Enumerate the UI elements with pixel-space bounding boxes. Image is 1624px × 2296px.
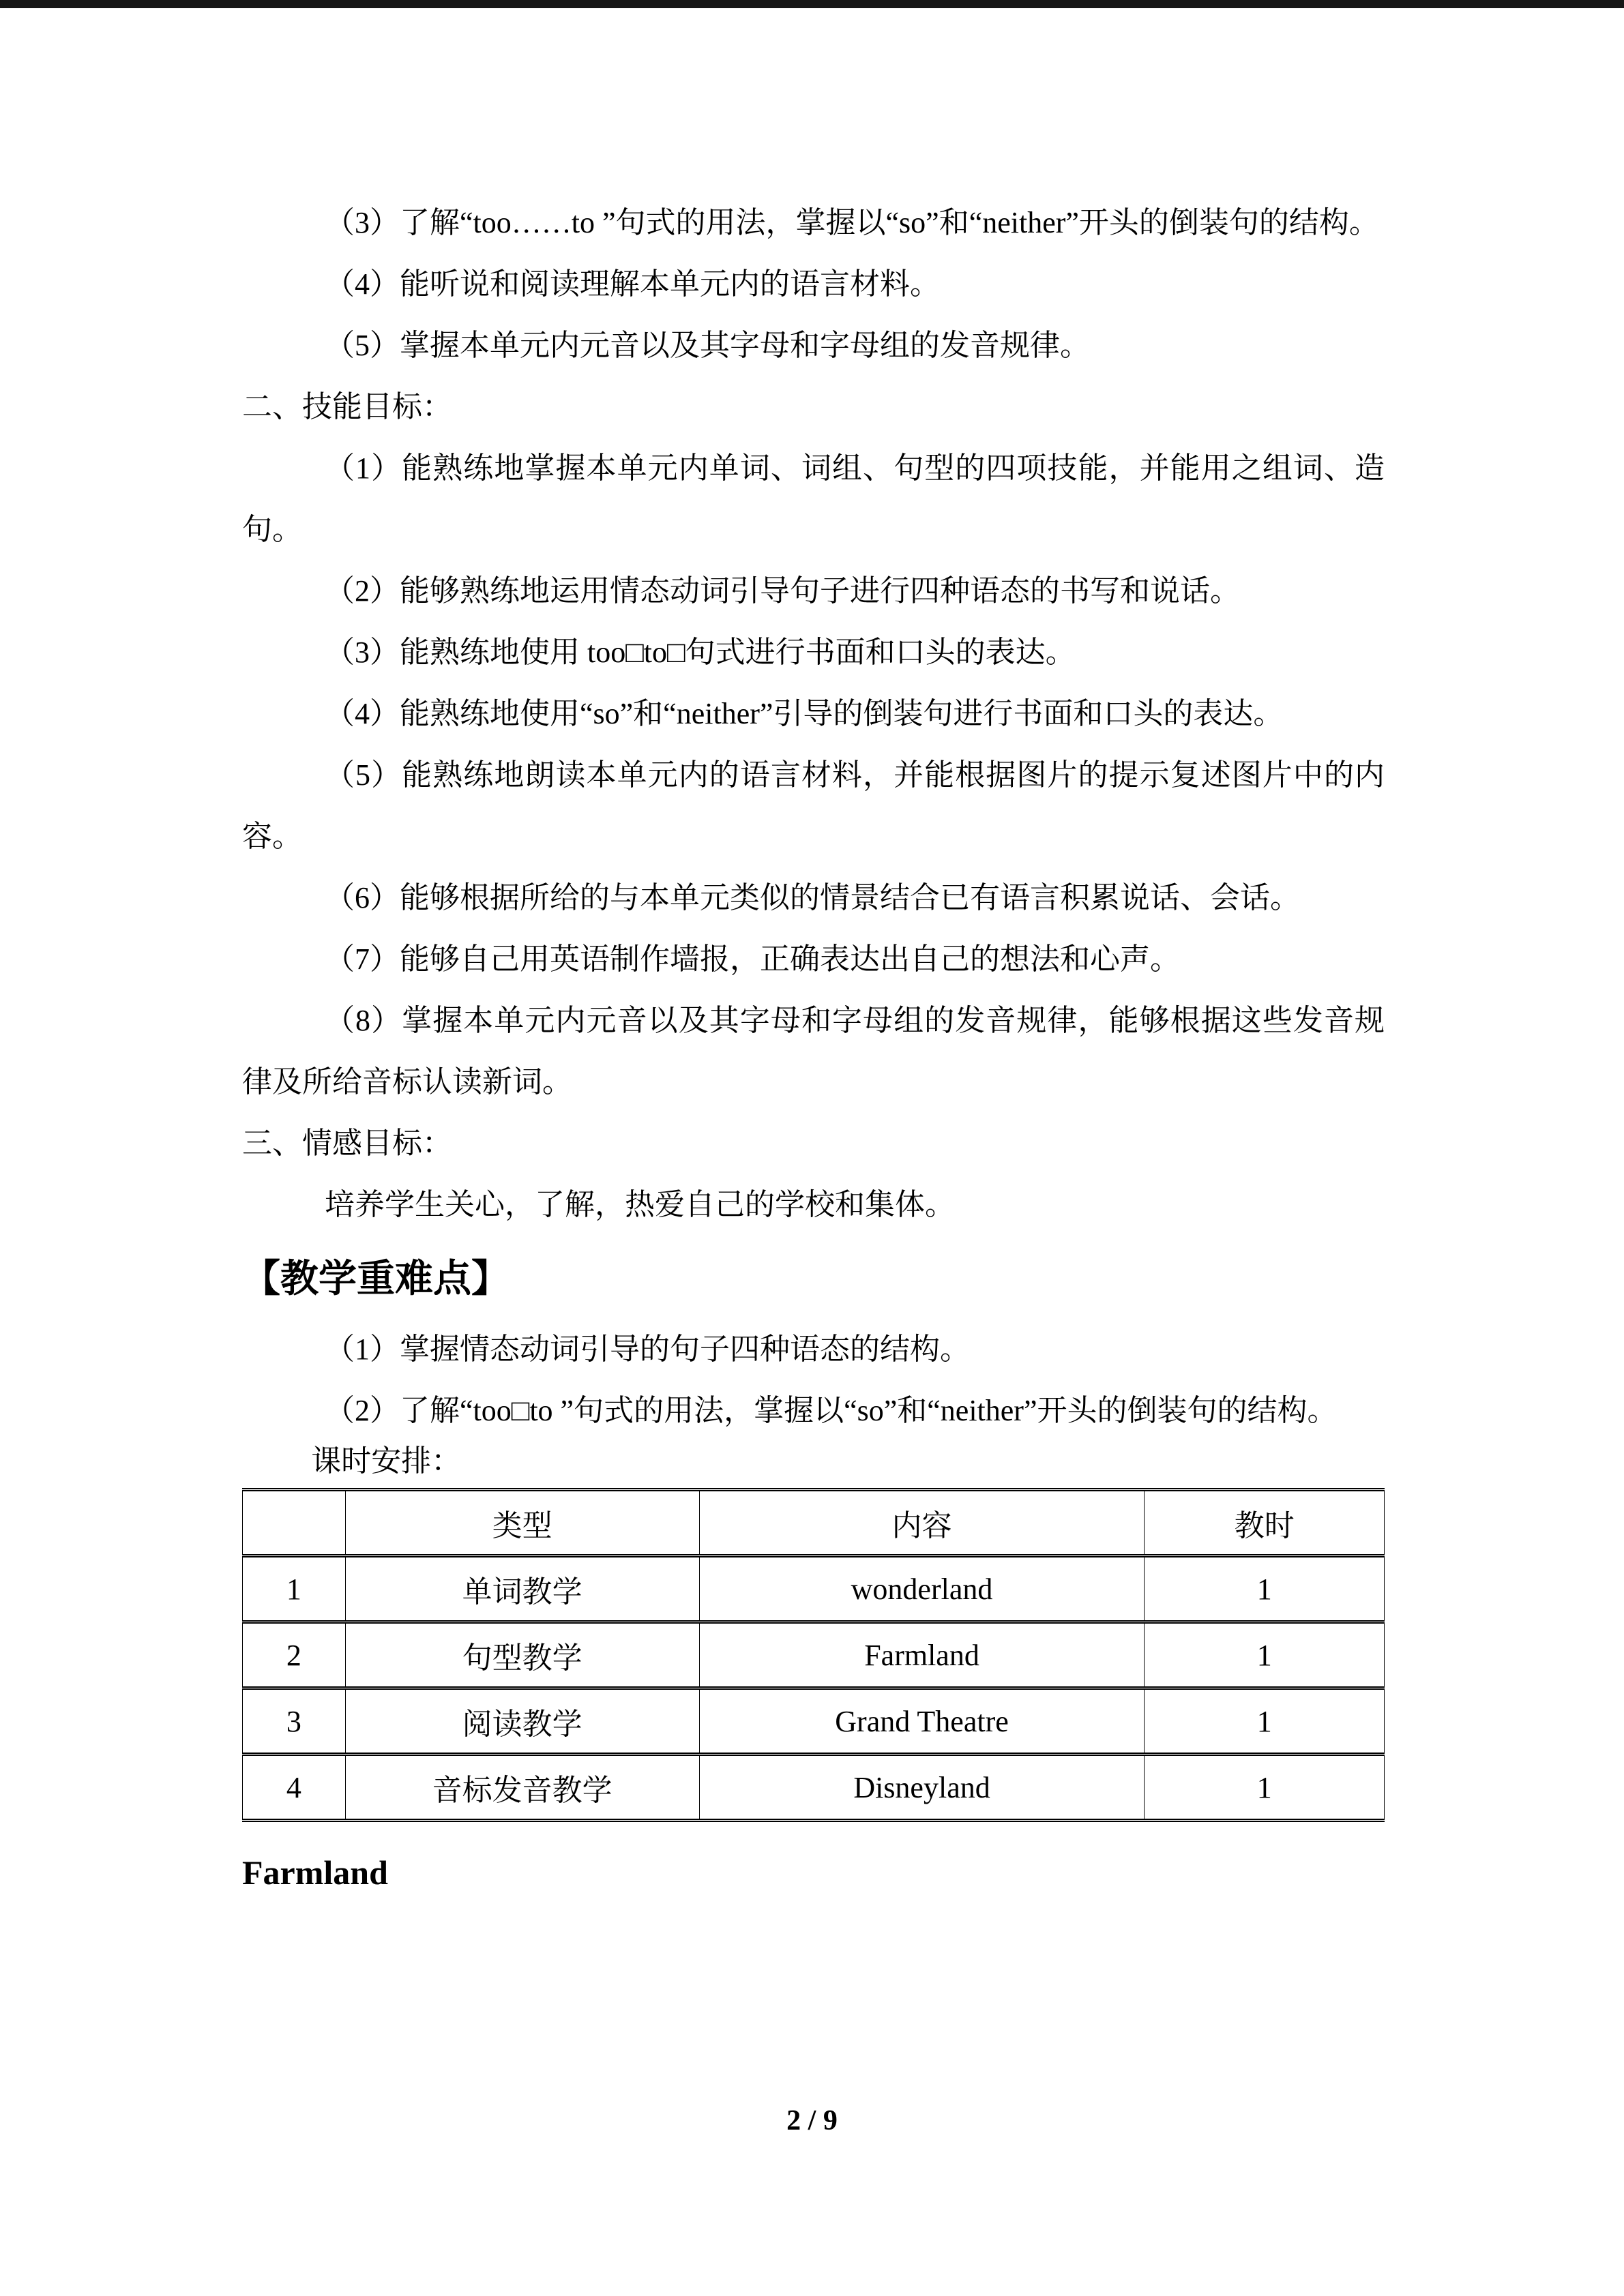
- table-header-cell-periods: 教时: [1145, 1490, 1385, 1556]
- paragraph: （8）掌握本单元内元音以及其字母和字母组的发音规律，能够根据这些发音规律及所给音标认读新词。: [242, 1004, 1385, 1099]
- schedule-label: 课时安排：: [311, 1444, 462, 1478]
- sub-heading-farmland: Farmland: [242, 1853, 388, 1892]
- table-header-row: [243, 1490, 1385, 1556]
- table-cell: 单词教学: [345, 1556, 699, 1622]
- table-header-cell-type: 类型: [345, 1490, 699, 1556]
- page-top-border: [0, 0, 1624, 8]
- table-cell: 3: [243, 1688, 346, 1755]
- section-label-skills: 二、技能目标：: [242, 390, 452, 423]
- table-header-cell-index: [243, 1490, 346, 1556]
- table-cell: 2: [243, 1622, 346, 1688]
- table-cell: wonderland: [699, 1556, 1145, 1622]
- table-row: [243, 1556, 1385, 1622]
- key-point: （2）了解“too□to ”句式的用法，掌握以“so”和“neither”开头的倒装句的结构。: [325, 1394, 1338, 1427]
- table-cell: 阅读教学: [345, 1688, 699, 1755]
- table-cell: 1: [243, 1556, 346, 1622]
- paragraph: （3）能熟练地使用 too□to□句式进行书面和口头的表达。: [325, 636, 1076, 669]
- table-row: [243, 1755, 1385, 1821]
- paragraph: （6）能够根据所给的与本单元类似的情景结合已有语言积累说话、会话。: [325, 881, 1300, 914]
- table-cell: Grand Theatre: [699, 1688, 1145, 1755]
- paragraph: （4）能熟练地使用“so”和“neither”引导的倒装句进行书面和口头的表达。: [325, 697, 1284, 730]
- table-cell: 1: [1145, 1755, 1385, 1821]
- document-body: [242, 192, 1385, 1893]
- table-cell: Disneyland: [699, 1755, 1145, 1821]
- section-heading-key-points: 【教学重难点】: [242, 1258, 510, 1300]
- paragraph: （4）能听说和阅读理解本单元内的语言材料。: [325, 267, 940, 301]
- table-row: [243, 1622, 1385, 1688]
- paragraph: 培养学生关心，了解，热爱自己的学校和集体。: [325, 1188, 955, 1221]
- table-cell: 音标发音教学: [345, 1755, 699, 1821]
- table-cell: Farmland: [699, 1622, 1145, 1688]
- page-number: 2 / 9: [786, 2105, 838, 2136]
- paragraph: （5）能熟练地朗读本单元内的语言材料，并能根据图片的提示复述图片中的内容。: [242, 758, 1385, 853]
- table-cell: 1: [1145, 1688, 1385, 1755]
- paragraph: （7）能够自己用英语制作墙报，正确表达出自己的想法和心声。: [325, 942, 1180, 976]
- paragraph: （5）掌握本单元内元音以及其字母和字母组的发音规律。: [325, 329, 1090, 362]
- paragraph: （3）了解“too……to ”句式的用法，掌握以“so”和“neither”开头的倒装句的结构。: [325, 206, 1379, 239]
- table-header-cell-content: 内容: [699, 1490, 1145, 1556]
- table-row: [243, 1688, 1385, 1755]
- table-cell: 句型教学: [345, 1622, 699, 1688]
- table-cell: 4: [243, 1755, 346, 1821]
- section-label-emotion: 三、情感目标：: [242, 1127, 452, 1160]
- paragraph: （2）能够熟练地运用情态动词引导句子进行四种语态的书写和说话。: [325, 574, 1240, 608]
- lesson-schedule-table: [242, 1488, 1385, 1822]
- table-cell: 1: [1145, 1622, 1385, 1688]
- paragraph: （1）能熟练地掌握本单元内单词、词组、句型的四项技能，并能用之组词、造句。: [242, 451, 1385, 546]
- key-point: （1）掌握情态动词引导的句子四种语态的结构。: [325, 1332, 970, 1366]
- table-cell: 1: [1145, 1556, 1385, 1622]
